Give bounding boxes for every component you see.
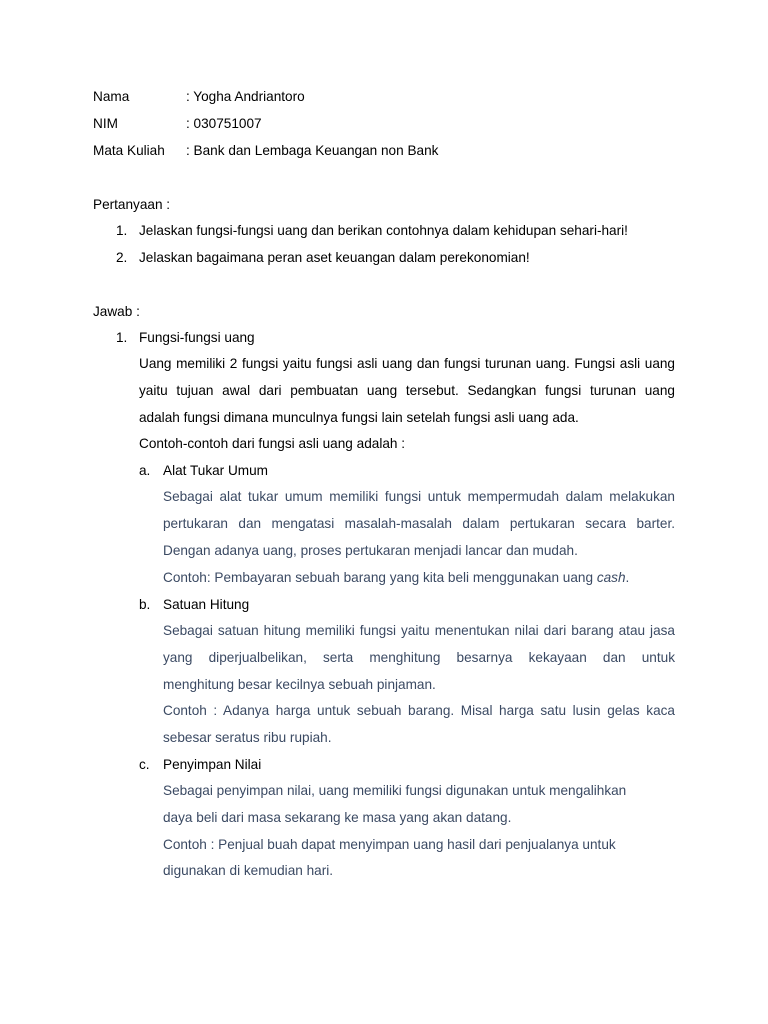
subitem-a-line-2: pertukaran dan mengatasi masalah-masalah dalam pertukaran secara barter. — [163, 516, 675, 531]
intro-line-2: yaitu tujuan awal dari pembuatan uang tersebut. Sedangkan fungsi turunan uang — [139, 383, 675, 398]
examples-intro: Contoh-contoh dari fungsi asli uang adalah : — [139, 436, 406, 451]
matkul-label: Mata Kuliah — [93, 143, 165, 158]
subitem-a-example-prefix: Contoh: Pembayaran sebuah barang yang kita beli menggunakan uang — [163, 570, 597, 585]
subitem-c-line-2: daya beli dari masa sekarang ke masa yang akan datang. — [163, 810, 512, 825]
subitem-b-line-3: menghitung besar kecilnya sebuah pinjaman. — [163, 677, 436, 692]
nim-value: : 030751007 — [186, 116, 262, 131]
subitem-a-example-italic: cash — [596, 570, 626, 585]
subitem-b-letter: b. — [139, 597, 151, 612]
intro-line-1: Uang memiliki 2 fungsi yaitu fungsi asli uang dan fungsi turunan uang. Fungsi asli uang — [139, 356, 675, 371]
question-2-text: Jelaskan bagaimana peran aset keuangan dalam perekonomian! — [139, 250, 530, 265]
subitem-c-line-1: Sebagai penyimpan nilai, uang memiliki fungsi digunakan untuk mengalihkan — [163, 783, 627, 798]
subitem-a-example-suffix: . — [625, 570, 630, 585]
question-2-number: 2. — [116, 250, 128, 265]
answer-heading: Jawab : — [93, 304, 140, 319]
question-1-text: Jelaskan fungsi-fungsi uang dan berikan contohnya dalam kehidupan sehari-hari! — [139, 223, 628, 238]
questions-heading: Pertanyaan : — [93, 197, 171, 212]
subitem-a-letter: a. — [139, 463, 151, 478]
intro-line-3: adalah fungsi dimana munculnya fungsi lain setelah fungsi asli uang ada. — [139, 410, 579, 425]
subitem-b-line-1: Sebagai satuan hitung memiliki fungsi yaitu menentukan nilai dari barang atau jasa — [163, 623, 675, 638]
nama-label: Nama — [93, 89, 130, 104]
subitem-b-example-1: Contoh : Adanya harga untuk sebuah barang. Misal harga satu lusin gelas kaca — [163, 703, 675, 718]
nama-value: : Yogha Andriantoro — [186, 89, 305, 104]
subitem-a-title: Alat Tukar Umum — [163, 463, 268, 478]
subitem-c-example-2: digunakan di kemudian hari. — [163, 863, 334, 878]
subitem-a-line-3: Dengan adanya uang, proses pertukaran menjadi lancar dan mudah. — [163, 543, 578, 558]
subitem-b-line-2: yang diperjualbelikan, serta menghitung besarnya kekayaan dan untuk — [163, 650, 675, 665]
subitem-a-line-1: Sebagai alat tukar umum memiliki fungsi untuk mempermudah dalam melakukan — [163, 489, 675, 504]
subitem-a-example — [163, 569, 675, 587]
answer-1-number: 1. — [116, 330, 128, 345]
matkul-value: : Bank dan Lembaga Keuangan non Bank — [186, 143, 439, 158]
subitem-c-title: Penyimpan Nilai — [163, 757, 262, 772]
subitem-c-letter: c. — [139, 757, 150, 772]
question-1-number: 1. — [116, 223, 128, 238]
subitem-c-example-1: Contoh : Penjual buah dapat menyimpan uang hasil dari penjualanya untuk — [163, 837, 616, 852]
answer-1-title: Fungsi-fungsi uang — [139, 330, 255, 345]
subitem-b-title: Satuan Hitung — [163, 597, 250, 612]
nim-label: NIM — [93, 116, 118, 131]
subitem-b-example-2: sebesar seratus ribu rupiah. — [163, 730, 332, 745]
